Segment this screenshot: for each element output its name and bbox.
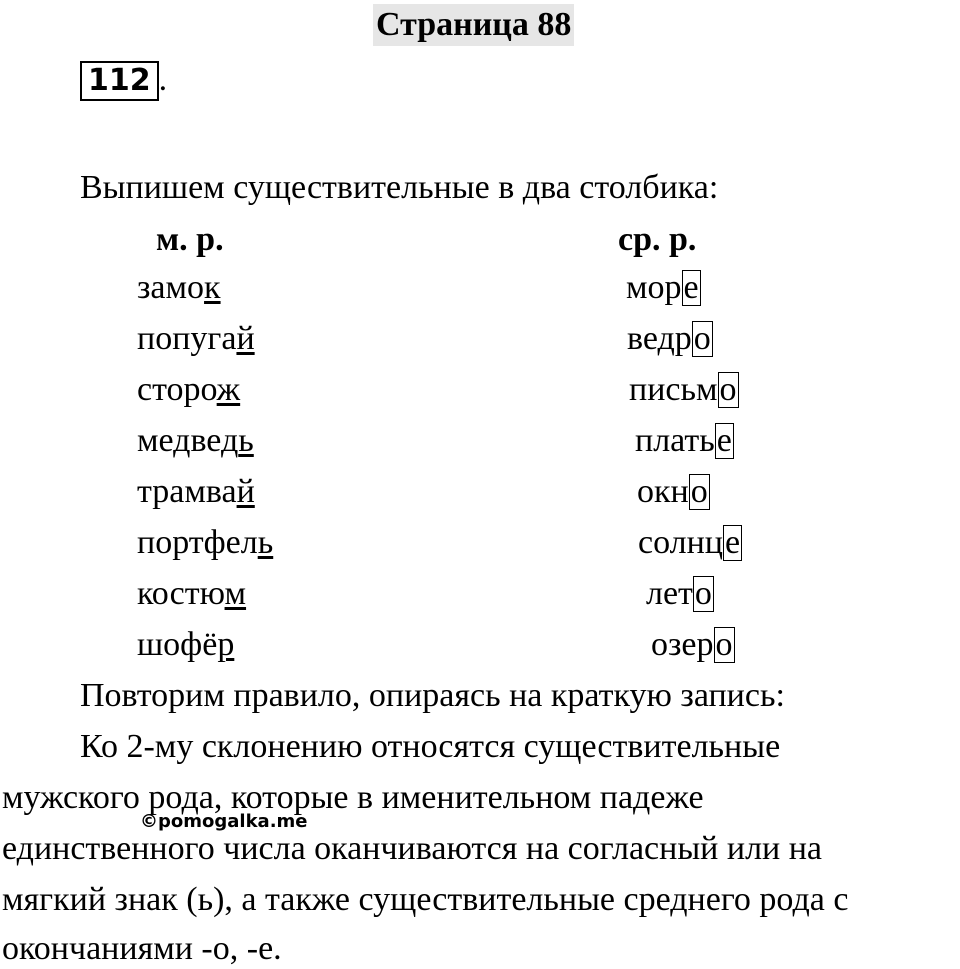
boxed-ending: е xyxy=(725,524,741,561)
boxed-ending: о xyxy=(690,473,708,510)
neuter-word: ведро xyxy=(627,320,711,357)
underlined-ending: ь xyxy=(238,422,254,459)
boxed-ending: о xyxy=(693,320,711,357)
exercise-number-box: 112 xyxy=(80,61,159,101)
underlined-ending: й xyxy=(236,473,255,510)
underlined-ending: й xyxy=(236,320,255,357)
underlined-ending: ж xyxy=(216,371,241,408)
boxed-ending: о xyxy=(715,626,733,663)
neuter-word: окно xyxy=(637,473,708,510)
rule-line: единственного числа оканчиваются на согласный или на xyxy=(2,830,823,867)
underlined-ending: ь xyxy=(257,524,274,561)
masculine-word: портфель xyxy=(137,524,274,561)
intro-text: Выпишем существительные в два столбика: xyxy=(80,169,719,206)
rule-line: Ко 2-му склонению относятся существительные xyxy=(80,728,781,765)
masculine-word: замок xyxy=(137,269,221,306)
masculine-column-header: м. р. xyxy=(156,221,224,258)
rule-line: окончаниями -о, -е. xyxy=(2,930,282,967)
masculine-word: шофёр xyxy=(137,626,235,663)
neuter-word: солнце xyxy=(638,524,741,561)
neuter-word: платье xyxy=(635,422,732,459)
masculine-word: трамвай xyxy=(137,473,255,510)
rule-intro: Повторим правило, опираясь на краткую запись: xyxy=(80,677,785,714)
neuter-word: озеро xyxy=(651,626,733,663)
underlined-ending: м xyxy=(224,575,247,612)
boxed-ending: е xyxy=(683,269,699,306)
masculine-word: попугай xyxy=(137,320,255,357)
masculine-word: сторож xyxy=(137,371,241,408)
boxed-ending: е xyxy=(716,422,732,459)
watermark: ©pomogalka.me xyxy=(140,811,308,832)
page-title: Страница 88 xyxy=(373,4,574,46)
neuter-word: письмо xyxy=(629,371,737,408)
masculine-word: медведь xyxy=(137,422,254,459)
neuter-column-header: ср. р. xyxy=(618,221,697,258)
masculine-word: костюм xyxy=(137,575,247,612)
neuter-word: лето xyxy=(646,575,712,612)
underlined-ending: к xyxy=(204,269,221,306)
rule-line: мужского рода, которые в именительном падеже xyxy=(2,779,704,816)
exercise-number xyxy=(80,60,167,101)
exercise-number-dot: . xyxy=(158,61,168,98)
rule-line: мягкий знак (ь), а также существительные среднего рода с xyxy=(2,881,849,918)
boxed-ending: о xyxy=(719,371,737,408)
boxed-ending: о xyxy=(694,575,712,612)
underlined-ending: р xyxy=(217,626,235,663)
neuter-word: море xyxy=(626,269,699,306)
